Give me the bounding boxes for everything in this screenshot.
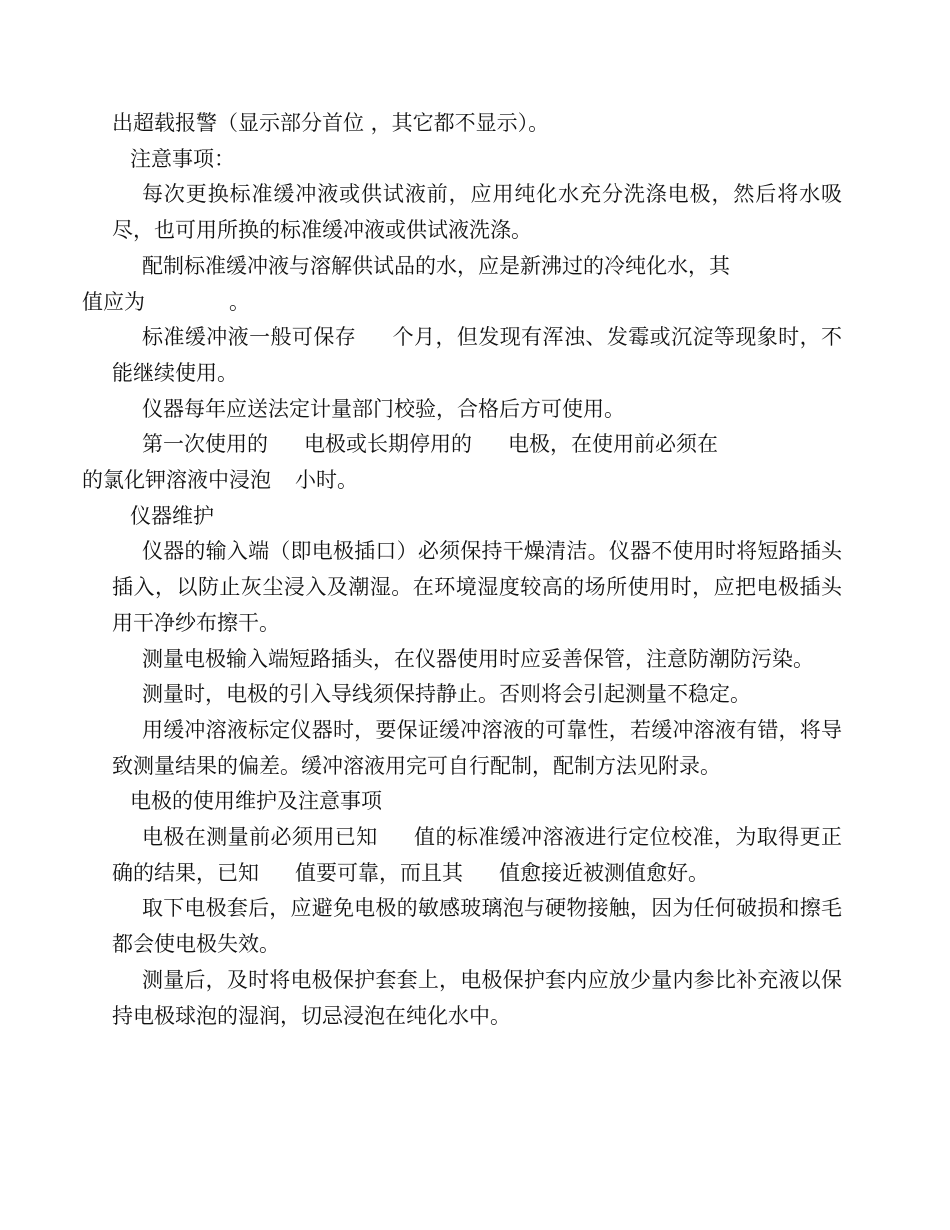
section-heading-notes: 注意事项： xyxy=(130,146,235,171)
paragraph-prepare-buffer-water: 配制标准缓冲液与溶解供试品的水，应是新沸过的冷纯化水，其 值应为 。 xyxy=(82,253,730,314)
document-body xyxy=(82,106,843,1034)
paragraph-overload-alarm: 出超载报警（显示部分首位 ，其它都不显示）。 xyxy=(112,111,550,135)
paragraph-electrode-cover: 取下电极套后，应避免电极的敏感玻璃泡与硬物接触，因为任何破损和擦毛都会使电极失效。 xyxy=(112,896,842,957)
paragraph-input-terminal: 仪器的输入端（即电极插口）必须保持干燥清洁。仪器不使用时将短路插头插入，以防止灰尘浸入及潮湿。在环境湿度较高的场所使用时，应把电极插头用干净纱布擦干。 xyxy=(112,539,842,635)
paragraph-wash-electrode: 每次更换标准缓冲液或供试液前，应用纯化水充分洗涤电极，然后将水吸尽，也可用所换的标准缓冲液或供试液洗涤。 xyxy=(112,182,842,243)
paragraph-buffer-storage: 标准缓冲液一般可保存 个月，但发现有浑浊、发霉或沉淀等现象时，不能继续使用。 xyxy=(112,325,843,385)
paragraph-after-measurement: 测量后，及时将电极保护套套上，电极保护套内应放少量内参比补充液以保持电极球泡的湿润，切忌浸泡在纯化水中。 xyxy=(112,967,842,1028)
paragraph-annual-calibration: 仪器每年应送法定计量部门校验，合格后方可使用。 xyxy=(142,396,625,421)
paragraph-buffer-calibration: 用缓冲溶液标定仪器时，要保证缓冲溶液的可靠性，若缓冲溶液有错，将导致测量结果的偏差。缓冲溶液用完可自行配制，配制方法见附录。 xyxy=(112,717,842,778)
paragraph-electrode-calibration: 电极在测量前必须用已知 值的标准缓冲溶液进行定位校准，为取得更正确的结果，已知 值要可靠，而且其 值愈接近被测值愈好。 xyxy=(112,825,843,885)
paragraph-short-plug: 测量电极输入端短路插头，在仪器使用时应妥善保管，注意防潮防污染。 xyxy=(142,646,814,671)
paragraph-electrode-soaking: 第一次使用的 电极或长期停用的 电极，在使用前必须在 的氯化钾溶液中浸泡 小时。 xyxy=(82,432,718,493)
section-heading-maintenance: 仪器维护 xyxy=(130,503,214,528)
paragraph-lead-wire: 测量时，电极的引入导线须保持静止。否则将会引起测量不稳定。 xyxy=(142,682,751,707)
section-heading-electrode-care: 电极的使用维护及注意事项 xyxy=(130,789,382,814)
